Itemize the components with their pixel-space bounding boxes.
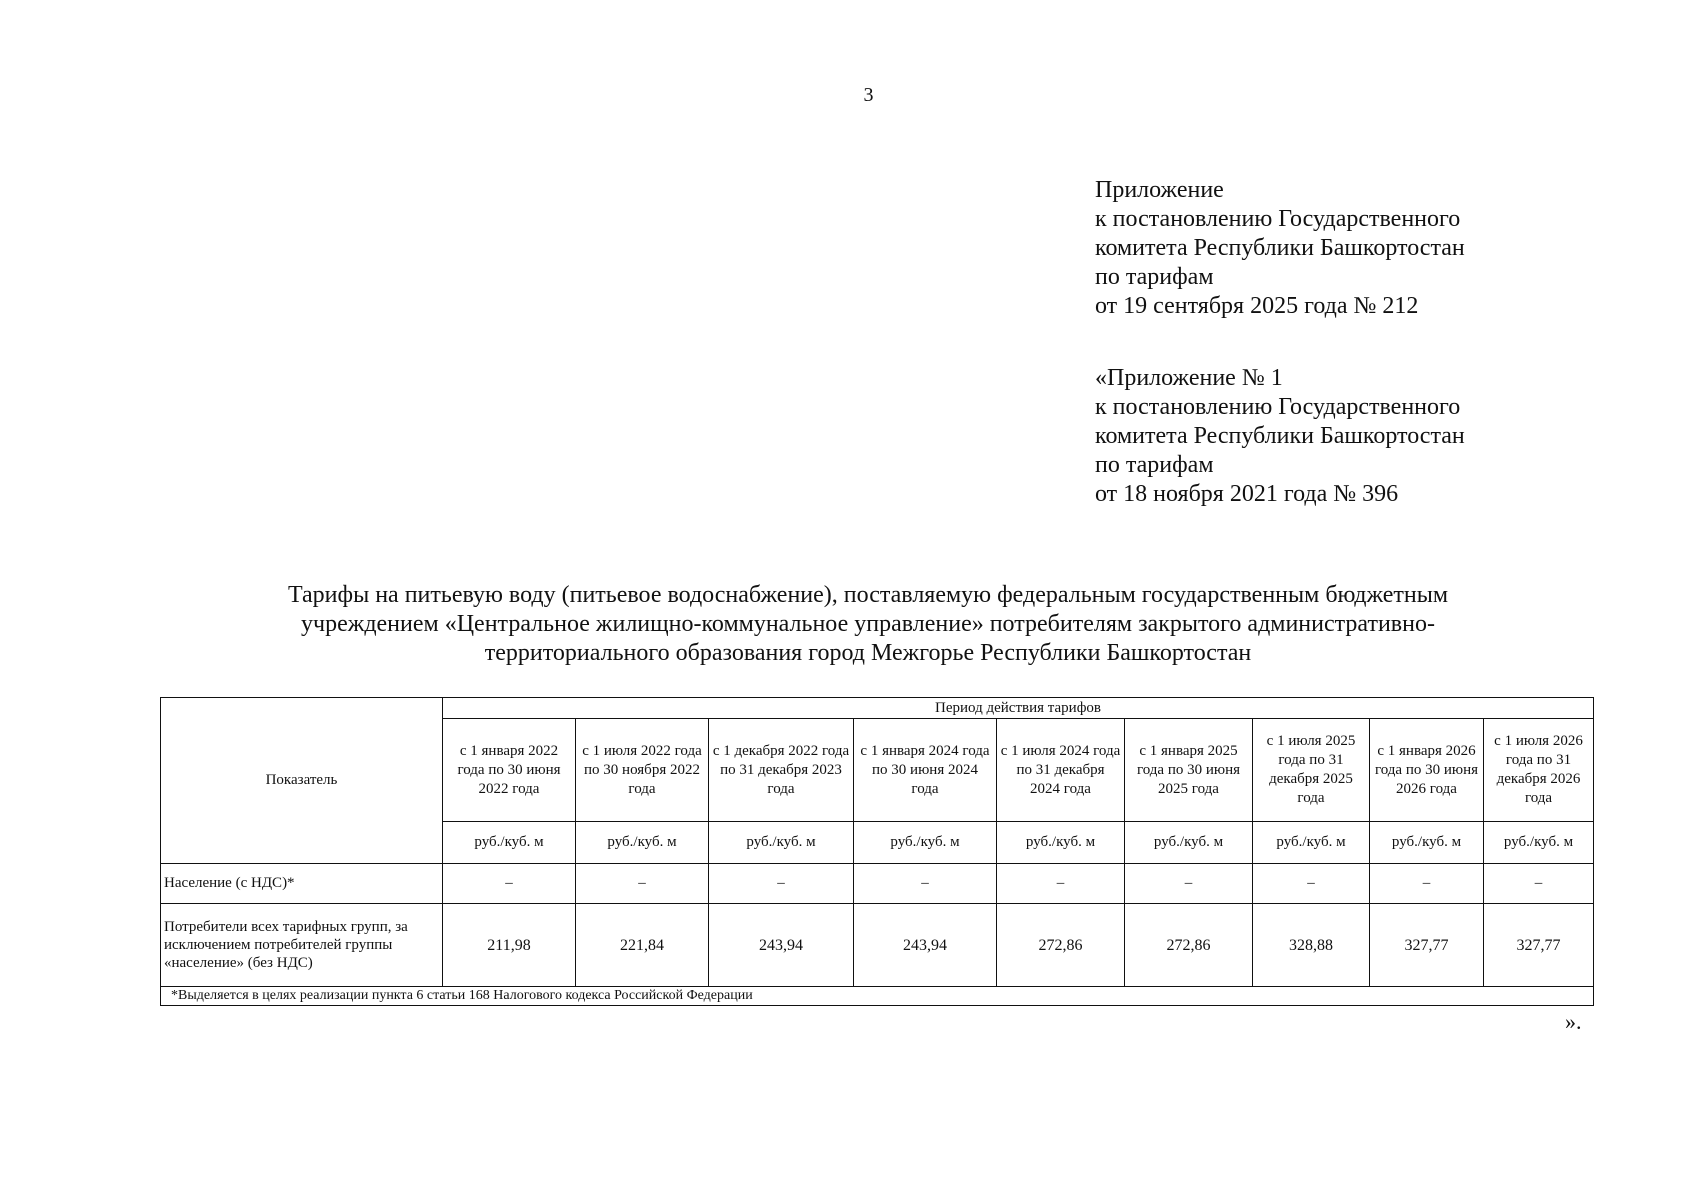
- appendix-line: от 18 ноября 2021 года № 396: [1095, 481, 1399, 507]
- period-header-cell: с 1 июля 2022 года по 30 ноября 2022 года: [576, 719, 709, 822]
- appendix-line: по тарифам: [1095, 452, 1214, 478]
- period-header-cell: с 1 июля 2025 года по 31 декабря 2025 года: [1253, 719, 1370, 822]
- unit-cell: руб./куб. м: [1253, 822, 1370, 864]
- value-cell: 221,84: [576, 904, 709, 987]
- period-header-cell: с 1 июля 2024 года по 31 декабря 2024 года: [997, 719, 1125, 822]
- appendix-line: комитета Республики Башкортостан: [1095, 235, 1465, 261]
- unit-cell: руб./куб. м: [854, 822, 997, 864]
- period-header: Период действия тарифов: [443, 698, 1594, 719]
- table-row: [161, 904, 1594, 987]
- period-header-cell: с 1 декабря 2022 года по 31 декабря 2023 года: [709, 719, 854, 822]
- value-cell: 272,86: [1125, 904, 1253, 987]
- title-line: учреждением «Центральное жилищно-коммунальное управление» потребителям закрытого административно-: [301, 611, 1435, 637]
- row-label: Потребители всех тарифных групп, за исключением потребителей группы «население» (без НДС): [161, 904, 443, 987]
- appendix-current-block: [1095, 176, 1465, 321]
- value-cell: 327,77: [1370, 904, 1484, 987]
- appendix-line: Приложение: [1095, 177, 1224, 203]
- value-cell: 211,98: [443, 904, 576, 987]
- table-row: [161, 864, 1594, 904]
- value-cell: –: [443, 864, 576, 904]
- appendix-line: от 19 сентября 2025 года № 212: [1095, 293, 1419, 319]
- appendix-line: к постановлению Государственного: [1095, 206, 1461, 232]
- value-cell: –: [997, 864, 1125, 904]
- unit-cell: руб./куб. м: [1484, 822, 1594, 864]
- value-cell: 272,86: [997, 904, 1125, 987]
- table-footnote: *Выделяется в целях реализации пункта 6 статьи 168 Налогового кодекса Российской Федерации: [161, 987, 1594, 1006]
- value-cell: –: [576, 864, 709, 904]
- row-label: Население (с НДС)*: [161, 864, 443, 904]
- value-cell: –: [1484, 864, 1594, 904]
- value-cell: 243,94: [854, 904, 997, 987]
- value-cell: –: [709, 864, 854, 904]
- appendix-line: «Приложение № 1: [1095, 365, 1283, 391]
- unit-cell: руб./куб. м: [576, 822, 709, 864]
- unit-cell: руб./куб. м: [443, 822, 576, 864]
- title-line: территориального образования город Межгорье Республики Башкортостан: [484, 640, 1252, 666]
- unit-cell: руб./куб. м: [997, 822, 1125, 864]
- unit-cell: руб./куб. м: [1125, 822, 1253, 864]
- value-cell: 327,77: [1484, 904, 1594, 987]
- value-cell: 328,88: [1253, 904, 1370, 987]
- appendix-line: к постановлению Государственного: [1095, 394, 1461, 420]
- period-header-cell: с 1 января 2025 года по 30 июня 2025 года: [1125, 719, 1253, 822]
- document-title: [150, 581, 1586, 668]
- page-number: 3: [863, 84, 874, 106]
- value-cell: –: [1125, 864, 1253, 904]
- value-cell: –: [1370, 864, 1484, 904]
- appendix-line: комитета Республики Башкортостан: [1095, 423, 1465, 449]
- unit-cell: руб./куб. м: [709, 822, 854, 864]
- period-header-cell: с 1 января 2022 года по 30 июня 2022 года: [443, 719, 576, 822]
- period-header-cell: с 1 января 2026 года по 30 июня 2026 года: [1370, 719, 1484, 822]
- indicator-header: Показатель: [161, 698, 443, 864]
- appendix-original-block: [1095, 364, 1465, 509]
- tariff-table: [160, 697, 1594, 1006]
- period-header-cell: с 1 января 2024 года по 30 июня 2024 года: [854, 719, 997, 822]
- title-line: Тарифы на питьевую воду (питьевое водоснабжение), поставляемую федеральным государственным бюджетным: [287, 582, 1449, 608]
- period-header-cell: с 1 июля 2026 года по 31 декабря 2026 года: [1484, 719, 1594, 822]
- unit-cell: руб./куб. м: [1370, 822, 1484, 864]
- appendix-line: по тарифам: [1095, 264, 1214, 290]
- closing-quote-mark: ».: [1565, 1009, 1582, 1034]
- value-cell: –: [854, 864, 997, 904]
- value-cell: 243,94: [709, 904, 854, 987]
- value-cell: –: [1253, 864, 1370, 904]
